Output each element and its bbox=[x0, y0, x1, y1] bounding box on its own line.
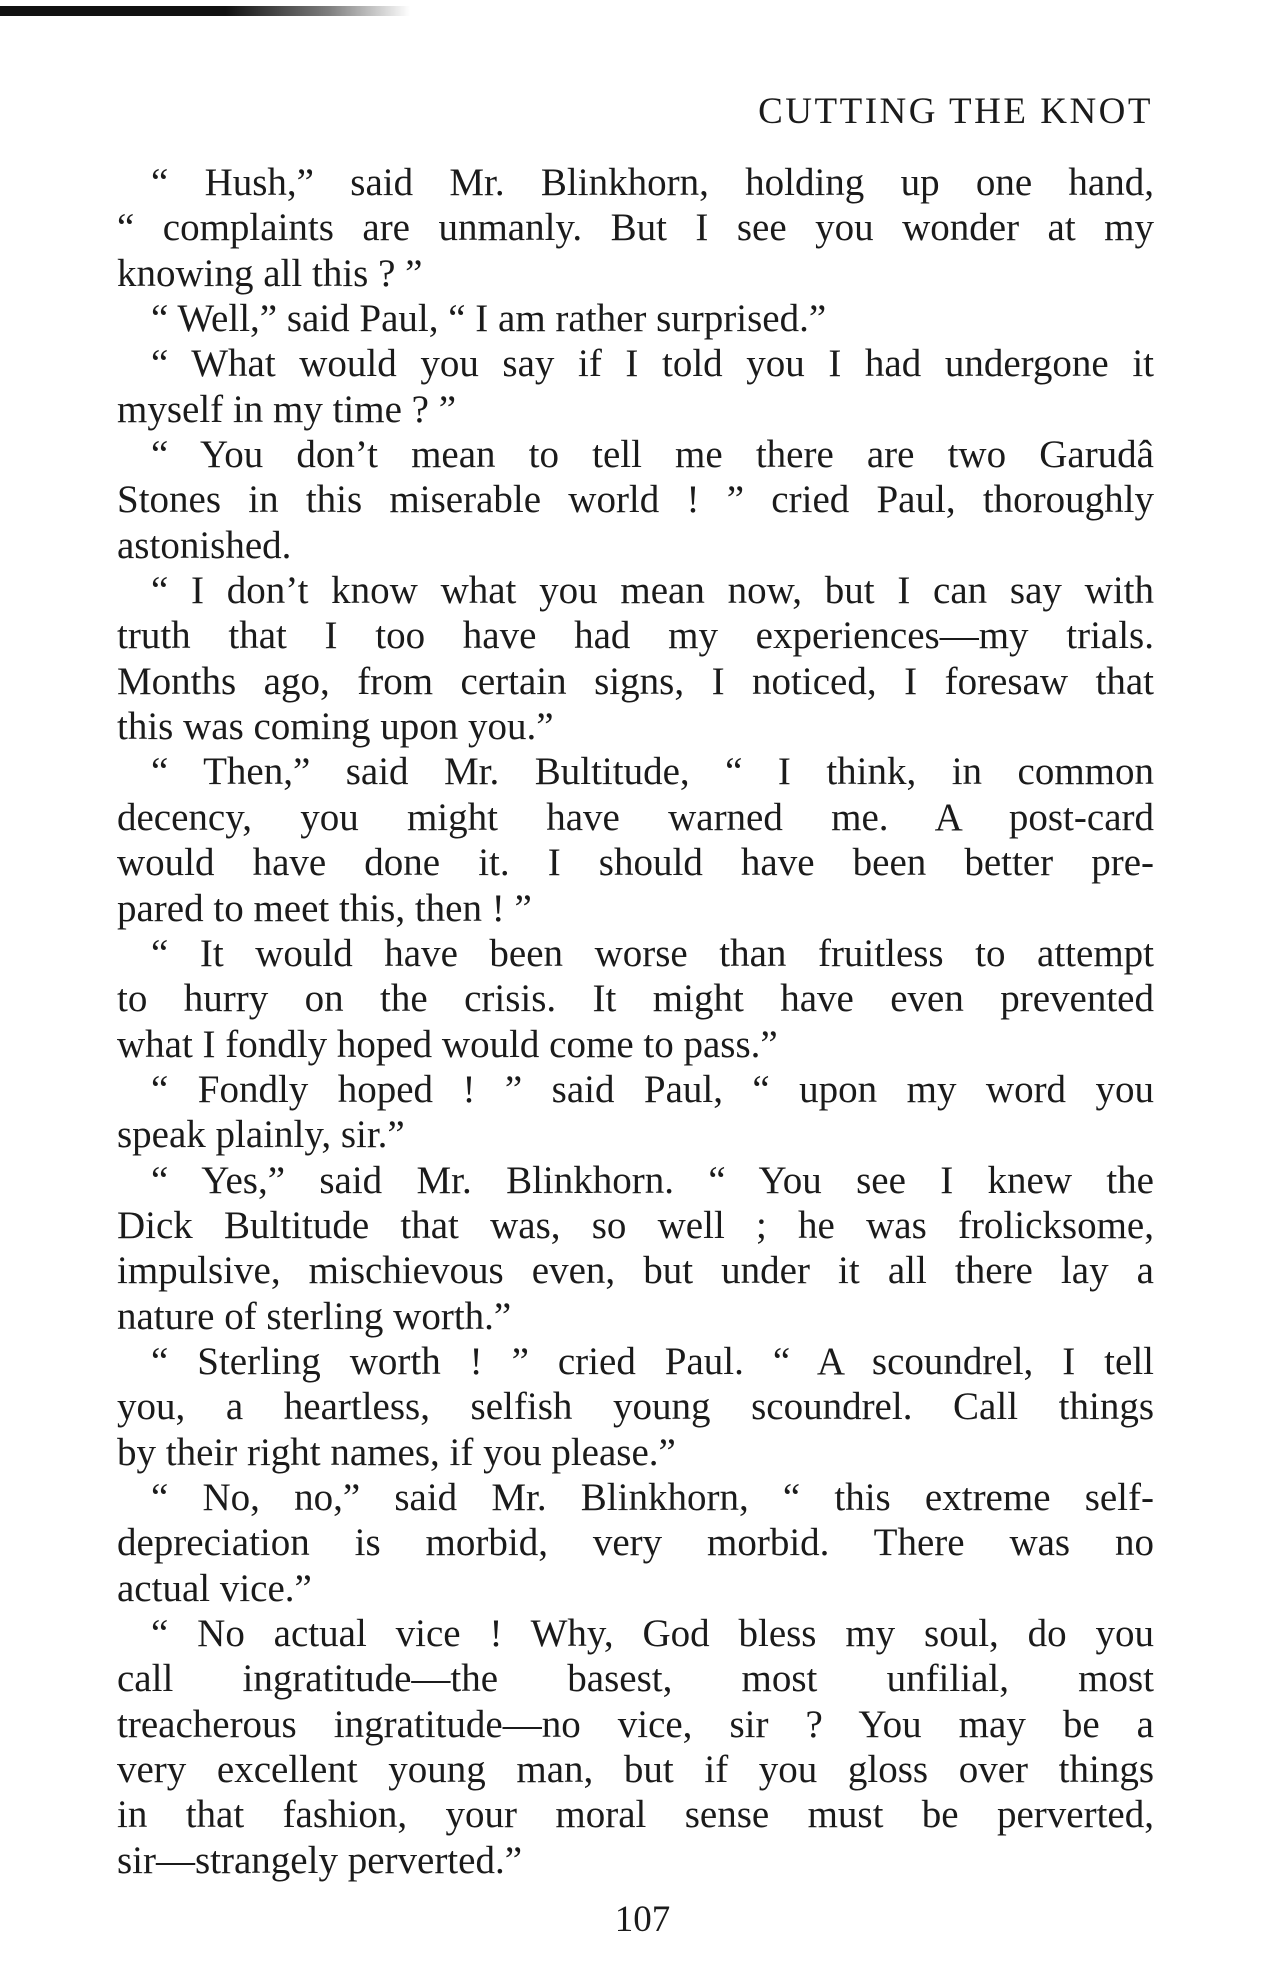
text-line: pared to meet this, then ! ” bbox=[117, 886, 532, 930]
paragraph-first-line: “ Fondly hoped ! ” said Paul, “ upon my word you bbox=[151, 1067, 1154, 1111]
text-line: Dick Bultitude that was, so well ; he was frolicksome, bbox=[117, 1203, 1154, 1247]
text-line: speak plainly, sir.” bbox=[117, 1113, 405, 1157]
text-line: very excellent young man, but if you gloss over things bbox=[117, 1748, 1154, 1792]
page-number: 107 bbox=[614, 1899, 671, 1940]
text-line: this was coming upon you.” bbox=[117, 705, 554, 749]
text-line: impulsive, mischievous even, but under it all there lay a bbox=[117, 1249, 1154, 1293]
text-line: by their right names, if you please.” bbox=[117, 1430, 676, 1474]
paragraph-first-line: “ I don’t know what you mean now, but I can say with bbox=[151, 569, 1154, 613]
text-line: actual vice.” bbox=[117, 1566, 312, 1610]
text-line: depreciation is morbid, very morbid. There was no bbox=[117, 1521, 1154, 1565]
text-line: would have done it. I should have been better pre- bbox=[117, 841, 1154, 885]
paragraph-first-line: “ It would have been worse than fruitless to attempt bbox=[151, 931, 1154, 975]
text-line: Months ago, from certain signs, I noticed, I foresaw that bbox=[117, 659, 1154, 703]
body-text bbox=[117, 160, 1154, 1883]
paragraph-first-line: “ Well,” said Paul, “ I am rather surprised.” bbox=[151, 297, 827, 341]
text-line: decency, you might have warned me. A post-card bbox=[117, 795, 1154, 839]
top-rule bbox=[0, 6, 410, 16]
paragraph-first-line: “ No actual vice ! Why, God bless my soul, do you bbox=[151, 1612, 1154, 1655]
text-line: to hurry on the crisis. It might have even prevented bbox=[117, 977, 1154, 1021]
text-line: “ complaints are unmanly. But I see you wonder at my bbox=[117, 206, 1154, 250]
paragraph-first-line: “ Hush,” said Mr. Blinkhorn, holding up one hand, bbox=[151, 161, 1154, 204]
paragraph-first-line: “ Yes,” said Mr. Blinkhorn. “ You see I knew the bbox=[151, 1158, 1154, 1202]
paragraph-first-line: “ No, no,” said Mr. Blinkhorn, “ this extreme self- bbox=[151, 1475, 1154, 1519]
paragraph-first-line: “ Then,” said Mr. Bultitude, “ I think, in common bbox=[151, 750, 1154, 794]
text-line: Stones in this miserable world ! ” cried Paul, thoroughly bbox=[117, 478, 1154, 522]
text-line: nature of sterling worth.” bbox=[117, 1294, 512, 1338]
text-line: truth that I too have had my experiences—my trials. bbox=[117, 614, 1154, 658]
running-head: CUTTING THE KNOT bbox=[758, 91, 1153, 132]
text-line: sir—strangely perverted.” bbox=[117, 1838, 523, 1882]
text-line: myself in my time ? ” bbox=[117, 387, 457, 431]
text-line: knowing all this ? ” bbox=[117, 251, 423, 295]
paragraph-first-line: “ You don’t mean to tell me there are two Garudâ bbox=[151, 433, 1154, 477]
text-line: treacherous ingratitude—no vice, sir ? You may be a bbox=[117, 1702, 1154, 1746]
text-line: call ingratitude—the basest, most unfilial, most bbox=[117, 1657, 1154, 1701]
text-line: you, a heartless, selfish young scoundrel. Call things bbox=[117, 1385, 1154, 1429]
paragraph-first-line: “ Sterling worth ! ” cried Paul. “ A scoundrel, I tell bbox=[151, 1339, 1154, 1383]
paragraph-first-line: “ What would you say if I told you I had undergone it bbox=[151, 342, 1154, 386]
text-line: in that fashion, your moral sense must be perverted, bbox=[117, 1793, 1154, 1837]
text-line: astonished. bbox=[117, 523, 292, 567]
text-line: what I fondly hoped would come to pass.” bbox=[117, 1022, 778, 1066]
